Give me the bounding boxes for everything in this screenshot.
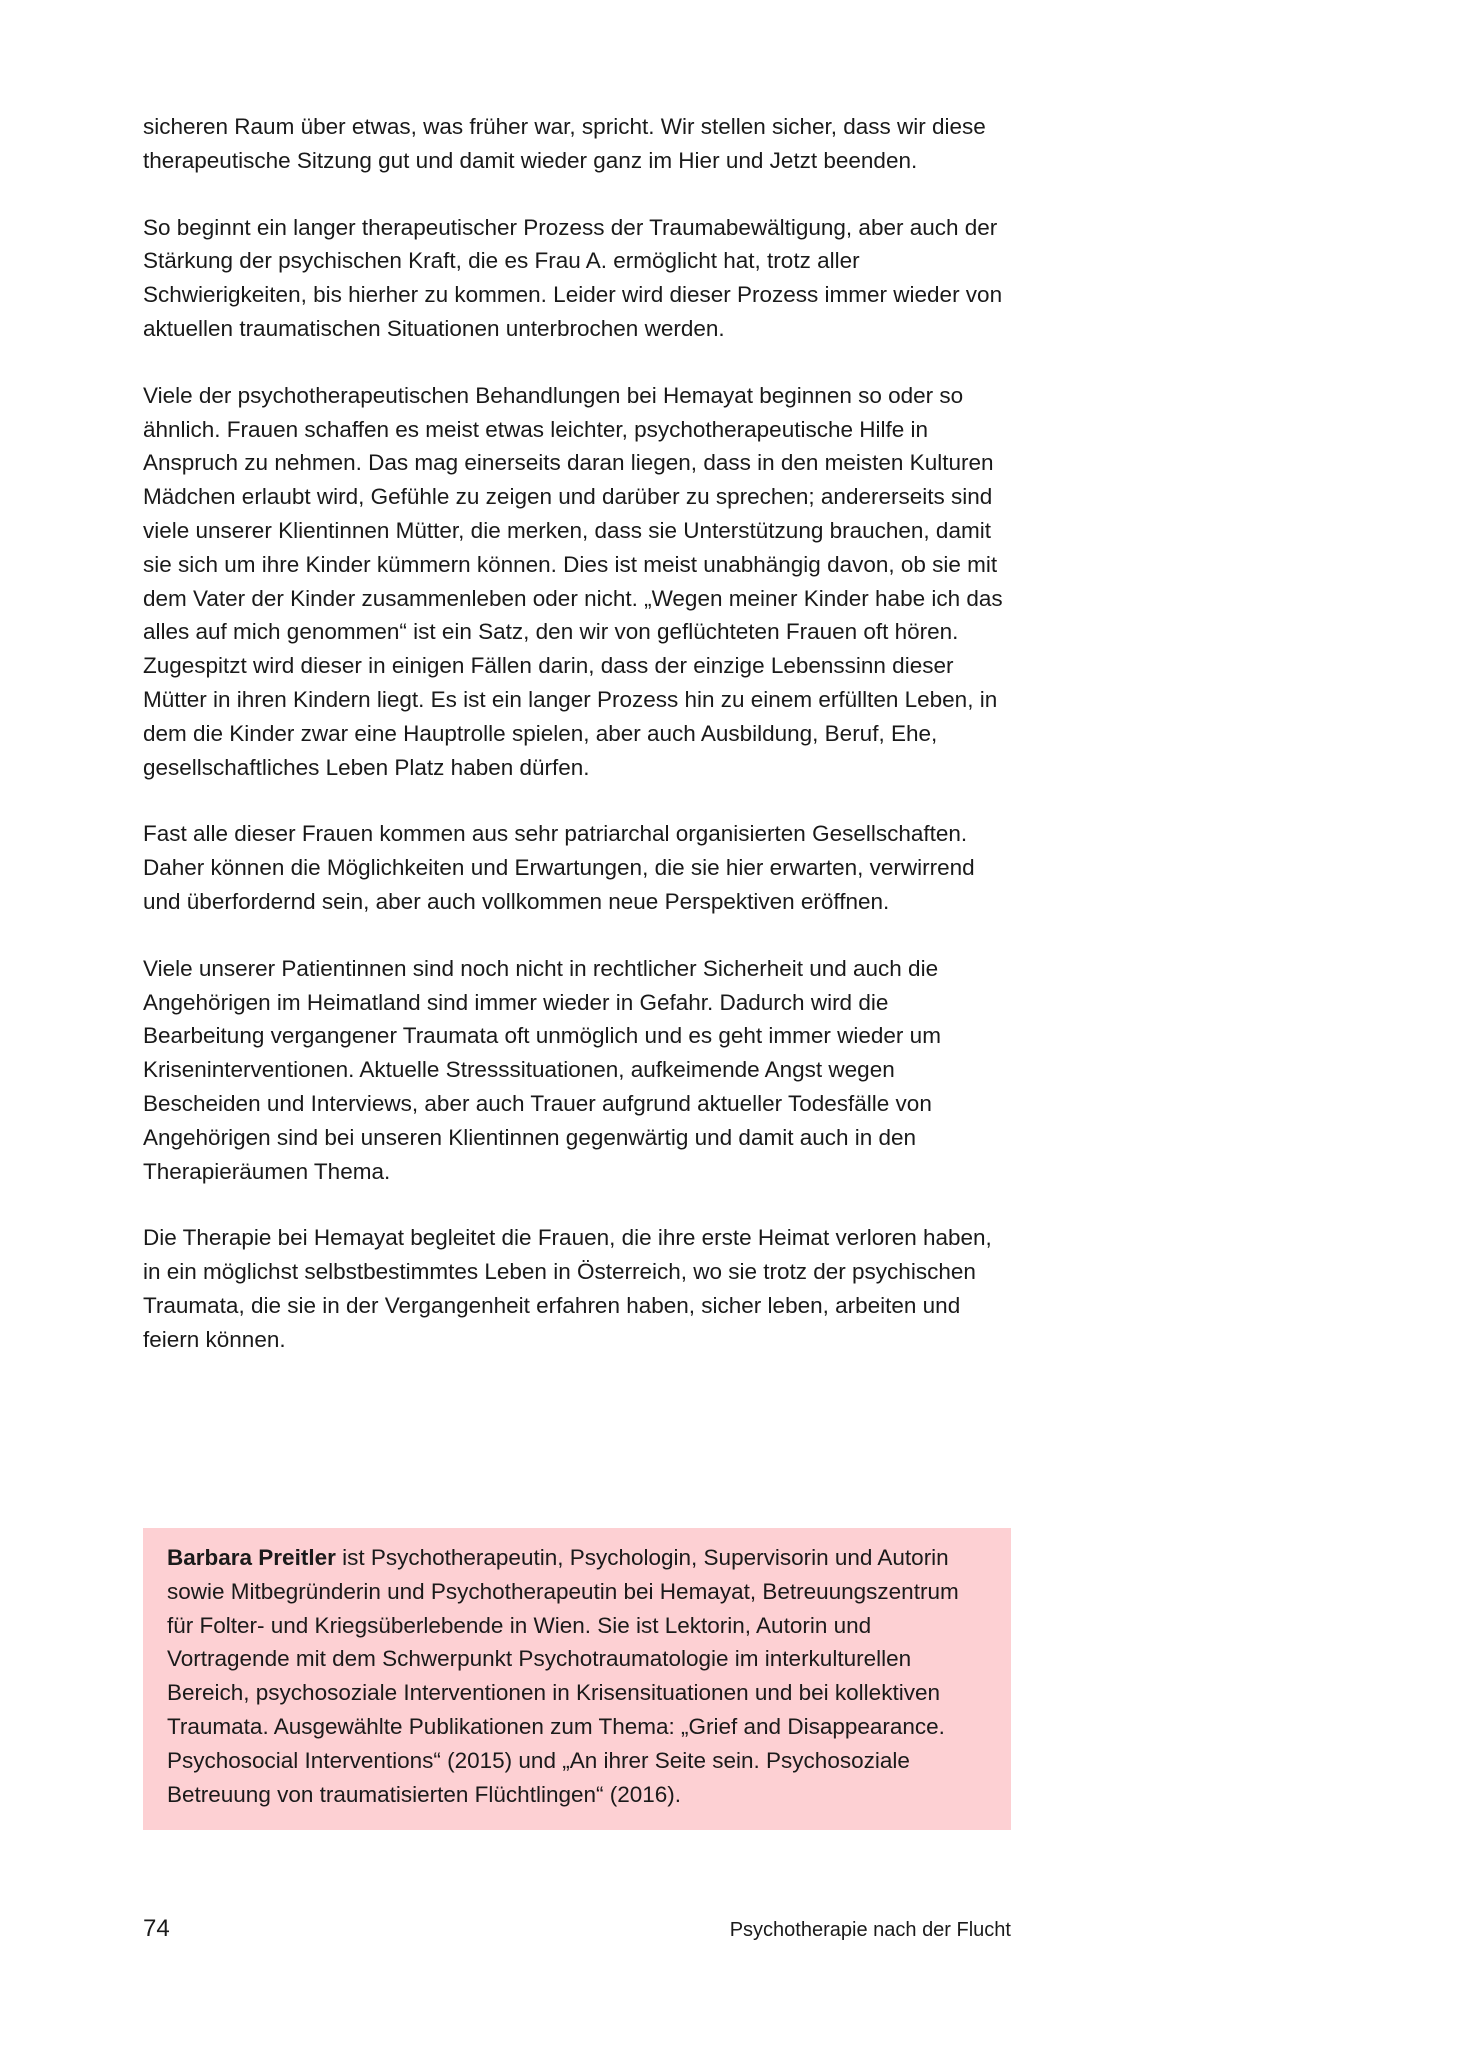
author-bio-description: ist Psychotherapeutin, Psychologin, Supervisorin und Autorin sowie Mitbegründerin und Psychotherapeutin bei Hemayat, Betreuungszentrum für Folter- und Kriegsüberlebende in Wien. Sie ist Lektorin, Autorin und Vortragende mit dem Schwerpunkt Psychotraumatologie im interkulturellen Bereich, psychosoziale Interventionen in Krisensituationen und bei kollektiven Traumata. Ausgewählte Publikationen zum Thema: „Grief and Disappearance. Psychosocial Interventions“ (2015) und „An ihrer Seite sein. Psychosoziale Betreuung von traumatisierten Flüchtlingen“ (2016). [167, 1545, 959, 1807]
body-paragraph-6: Die Therapie bei Hemayat begleitet die Frauen, die ihre erste Heimat verloren haben, in ein möglichst selbstbestimmtes Leben in Österreich, wo sie trotz der psychischen Traumata, die sie in der Vergangenheit erfahren haben, sicher leben, arbeiten und feiern können. [143, 1225, 992, 1352]
body-paragraph-2: So beginnt ein langer therapeutischer Prozess der Traumabewältigung, aber auch der Stärkung der psychischen Kraft, die es Frau A. ermöglicht hat, trotz aller Schwierigkeiten, bis hierher zu kommen. Leider wird dieser Prozess immer wieder von aktuellen traumatischen Situationen unterbrochen werden. [143, 214, 1003, 341]
author-bio-text [167, 1541, 989, 1811]
main-text-column [143, 110, 1013, 1390]
running-footer-title: Psychotherapie nach der Flucht [729, 1919, 1011, 1941]
author-bio-box [143, 1528, 1011, 1830]
body-paragraph-4: Fast alle dieser Frauen kommen aus sehr patriarchal organisierten Gesellschaften. Daher können die Möglichkeiten und Erwartungen, die sie hier erwarten, verwirrend und überfordernd sein, aber auch vollkommen neue Perspektiven eröffnen. [143, 821, 975, 914]
author-name: Barbara Preitler [167, 1545, 336, 1570]
page-number: 74 [143, 1915, 170, 1942]
body-paragraph-3: Viele der psychotherapeutischen Behandlungen bei Hemayat beginnen so oder so ähnlich. Frauen schaffen es meist etwas leichter, psychotherapeutische Hilfe in Anspruch zu nehmen. Das mag einerseits daran liegen, dass in den meisten Kulturen Mädchen erlaubt wird, Gefühle zu zeigen und darüber zu sprechen; andererseits sind viele unserer Klientinnen Mütter, die merken, dass sie Unterstützung brauchen, damit sie sich um ihre Kinder kümmern können. Dies ist meist unabhängig davon, ob sie mit dem Vater der Kinder zusammenleben oder nicht. „Wegen meiner Kinder habe ich das alles auf mich genommen“ ist ein Satz, den wir von geflüchteten Frauen oft hören. Zugespitzt wird dieser in einigen Fällen darin, dass der einzige Lebenssinn dieser Mütter in ihren Kindern liegt. Es ist ein langer Prozess hin zu einem erfüllten Leben, in dem die Kinder zwar eine Hauptrolle spielen, aber auch Ausbildung, Beruf, Ehe, gesellschaftliches Leben Platz haben dürfen. [143, 382, 1003, 780]
body-paragraph-1: sicheren Raum über etwas, was früher war, spricht. Wir stellen sicher, dass wir diese therapeutische Sitzung gut und damit wieder ganz im Hier und Jetzt beenden. [143, 114, 986, 173]
body-paragraph-5: Viele unserer Patientinnen sind noch nicht in rechtlicher Sicherheit und auch die Angehörigen im Heimatland sind immer wieder in Gefahr. Dadurch wird die Bearbeitung vergangener Traumata oft unmöglich und es geht immer wieder um Kriseninterventionen. Aktuelle Stresssituationen, aufkeimende Angst wegen Bescheiden und Interviews, aber auch Trauer aufgrund aktueller Todesfälle von Angehörigen sind bei unseren Klientinnen gegenwärtig und damit auch in den Therapieräumen Thema. [143, 955, 941, 1184]
